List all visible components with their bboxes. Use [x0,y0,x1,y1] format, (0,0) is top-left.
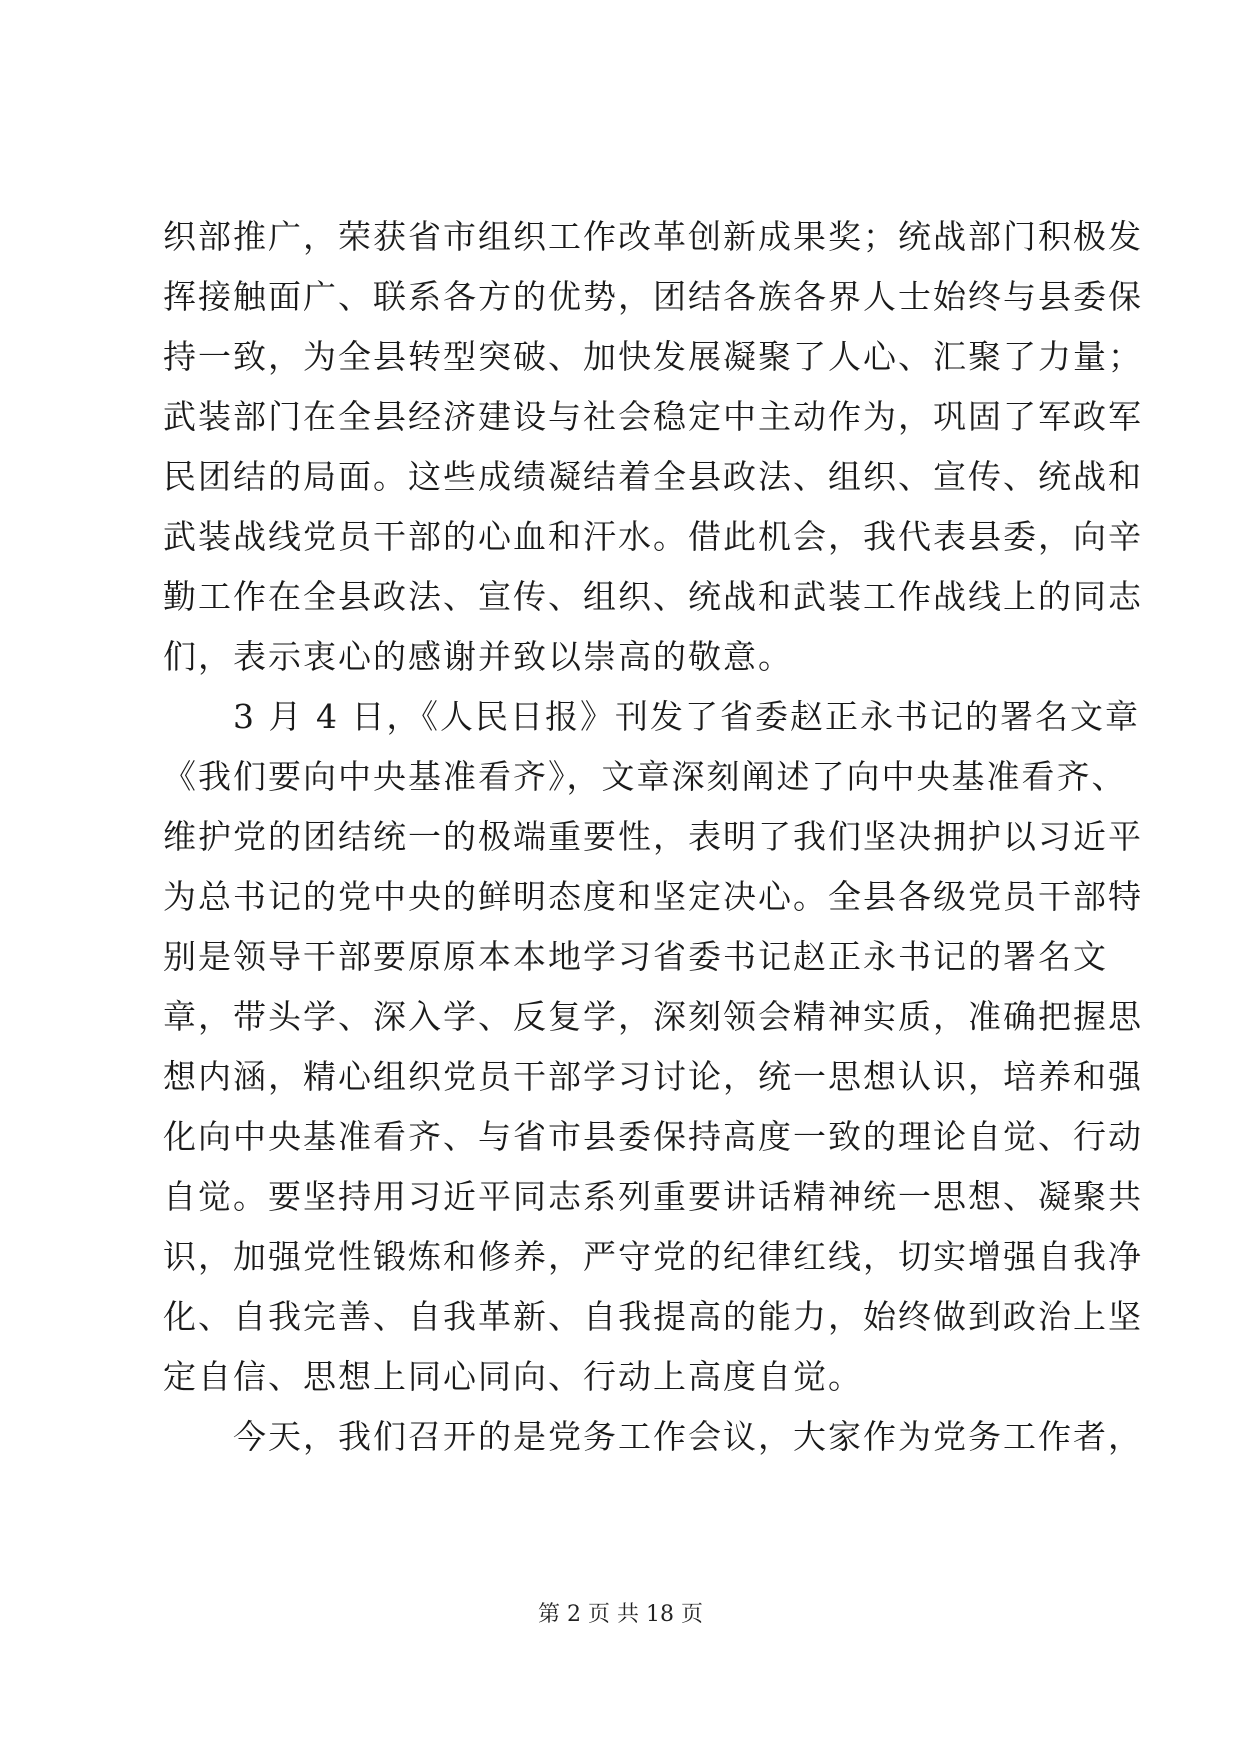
page-footer: 第 2 页 共 18 页 [538,1602,703,1627]
text-line: 今天，我们召开的是党务工作会议，大家作为党务工作者， [163,1417,1143,1456]
text-line: 武装部门在全县经济建设与社会稳定中主动作为，巩固了军政军 [163,397,1143,436]
text-line: 《我们要向中央基准看齐》，文章深刻阐述了向中央基准看齐、 [163,757,1127,796]
text-line: 想内涵，精心组织党员干部学习讨论，统一思想认识，培养和强 [163,1057,1143,1096]
text-line: 为总书记的党中央的鲜明态度和坚定决心。全县各级党员干部特 [163,877,1143,916]
text-line: 化、自我完善、自我革新、自我提高的能力，始终做到政治上坚 [163,1297,1143,1336]
text-line: 章，带头学、深入学、反复学，深刻领会精神实质，准确把握思 [163,997,1143,1036]
text-line: 定自信、思想上同心同向、行动上高度自觉。 [163,1357,863,1396]
text-line: 持一致，为全县转型突破、加快发展凝聚了人心、汇聚了力量； [163,337,1143,376]
text-line: 们，表示衷心的感谢并致以崇高的敬意。 [163,637,793,676]
text-line: 识，加强党性锻炼和修养，严守党的纪律红线，切实增强自我净 [163,1237,1143,1276]
text-line: 武装战线党员干部的心血和汗水。借此机会，我代表县委，向辛 [163,517,1143,556]
text-line: 别是领导干部要原原本本地学习省委书记赵正永书记的署名文 [163,937,1108,976]
text-line: 挥接触面广、联系各方的优势，团结各族各界人士始终与县委保 [163,277,1143,316]
text-line: 民团结的局面。这些成绩凝结着全县政法、组织、宣传、统战和 [163,457,1143,496]
text-line: 自觉。要坚持用习近平同志系列重要讲话精神统一思想、凝聚共 [163,1177,1143,1216]
text-line: 织部推广，荣获省市组织工作改革创新成果奖；统战部门积极发 [163,217,1143,256]
text-line: 维护党的团结统一的极端重要性，表明了我们坚决拥护以习近平 [163,817,1143,856]
text-line: 勤工作在全县政法、宣传、组织、统战和武装工作战线上的同志 [163,577,1143,616]
text-line: 3 月 4 日，《人民日报》刊发了省委赵正永书记的署名文章 [163,697,1140,736]
text-line: 化向中央基准看齐、与省市县委保持高度一致的理论自觉、行动 [163,1117,1143,1156]
